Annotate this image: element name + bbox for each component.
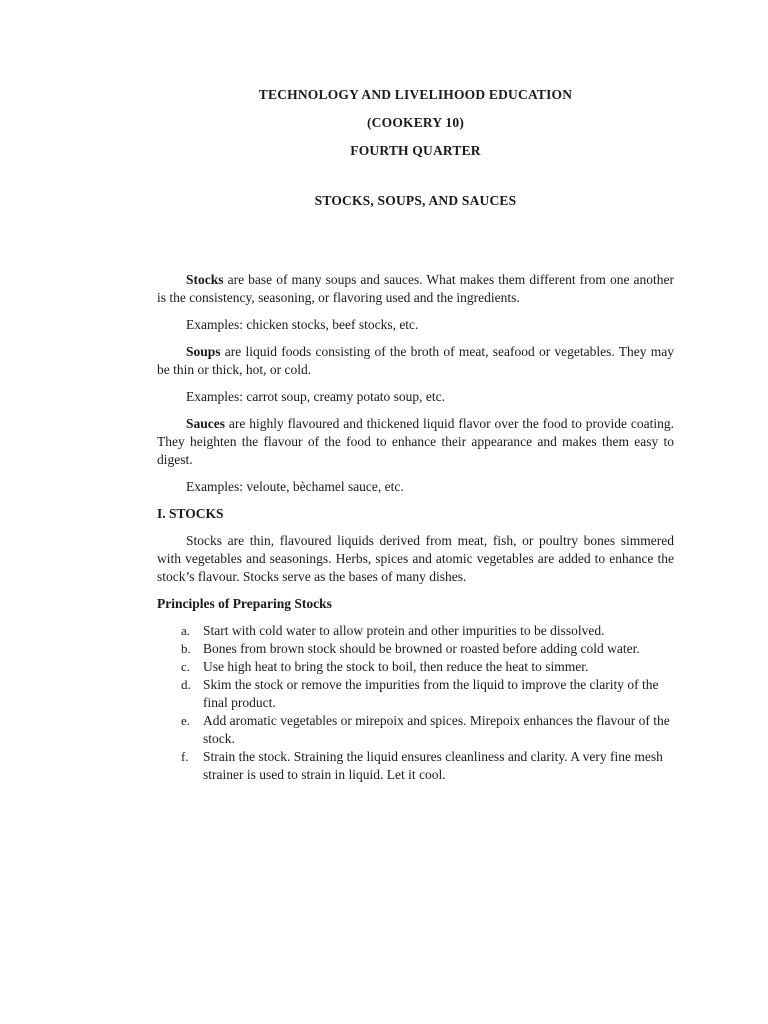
stocks-intro-text: are base of many soups and sauces. What makes them different from one another is the consistency, seasoning, or flavoring used and the ingredients. [157,272,674,305]
soups-term: Soups [186,344,221,359]
header-course: (COOKERY 10) [366,115,465,130]
list-marker: a. [181,623,191,638]
list-item [157,640,674,658]
stocks-intro-paragraph [157,271,674,307]
sauces-intro-paragraph [157,415,674,469]
sauces-term: Sauces [186,416,226,431]
list-item-text: Start with cold water to allow protein and other impurities to be dissolved. [203,623,605,638]
list-item [157,748,674,784]
list-item [157,622,674,640]
section-stocks-title: I. STOCKS [157,506,224,521]
soups-intro-paragraph [157,343,674,379]
sauces-intro-text: are highly flavoured and thickened liquid flavor over the food to provide coating. They heighten the flavour of the food to enhance their appearance and makes them easy to digest. [157,416,674,467]
list-item [157,658,674,676]
sauces-examples: Examples: veloute, bèchamel sauce, etc. [186,479,404,494]
page-content [157,86,674,784]
principles-list [157,622,674,784]
stocks-term: Stocks [186,272,224,287]
list-marker: b. [181,641,191,656]
list-marker: c. [181,659,191,674]
stocks-definition-paragraph: Stocks are thin, flavoured liquids derived from meat, fish, or poultry bones simmered with vegetables and seasonings. Herbs, spices and atomic vegetables are added to enhance the stock’s flavour. Stocks serve as the bases of many dishes. [157,533,674,584]
soups-examples: Examples: carrot soup, creamy potato soup, etc. [186,389,446,404]
list-marker: e. [181,713,191,728]
list-marker: f. [181,749,189,764]
list-item-text: Use high heat to bring the stock to boil, then reduce the heat to simmer. [203,659,589,674]
principles-heading: Principles of Preparing Stocks [157,596,332,611]
list-item [157,712,674,748]
list-item [157,676,674,712]
list-item-text: Bones from brown stock should be browned or roasted before adding cold water. [203,641,640,656]
list-item-text: Strain the stock. Straining the liquid ensures cleanliness and clarity. A very fine mesh strainer is used to strain in liquid. Let it cool. [203,749,663,782]
list-marker: d. [181,677,191,692]
header-subject: TECHNOLOGY AND LIVELIHOOD EDUCATION [258,87,573,102]
list-item-text: Skim the stock or remove the impurities from the liquid to improve the clarity of the final product. [203,677,659,710]
list-item-text: Add aromatic vegetables or mirepoix and spices. Mirepoix enhances the flavour of the stock. [203,713,670,746]
stocks-examples: Examples: chicken stocks, beef stocks, etc. [186,317,419,332]
document-title: STOCKS, SOUPS, AND SAUCES [314,193,517,208]
soups-intro-text: are liquid foods consisting of the broth of meat, seafood or vegetables. They may be thin or thick, hot, or cold. [157,344,674,377]
header-quarter: FOURTH QUARTER [350,143,481,158]
